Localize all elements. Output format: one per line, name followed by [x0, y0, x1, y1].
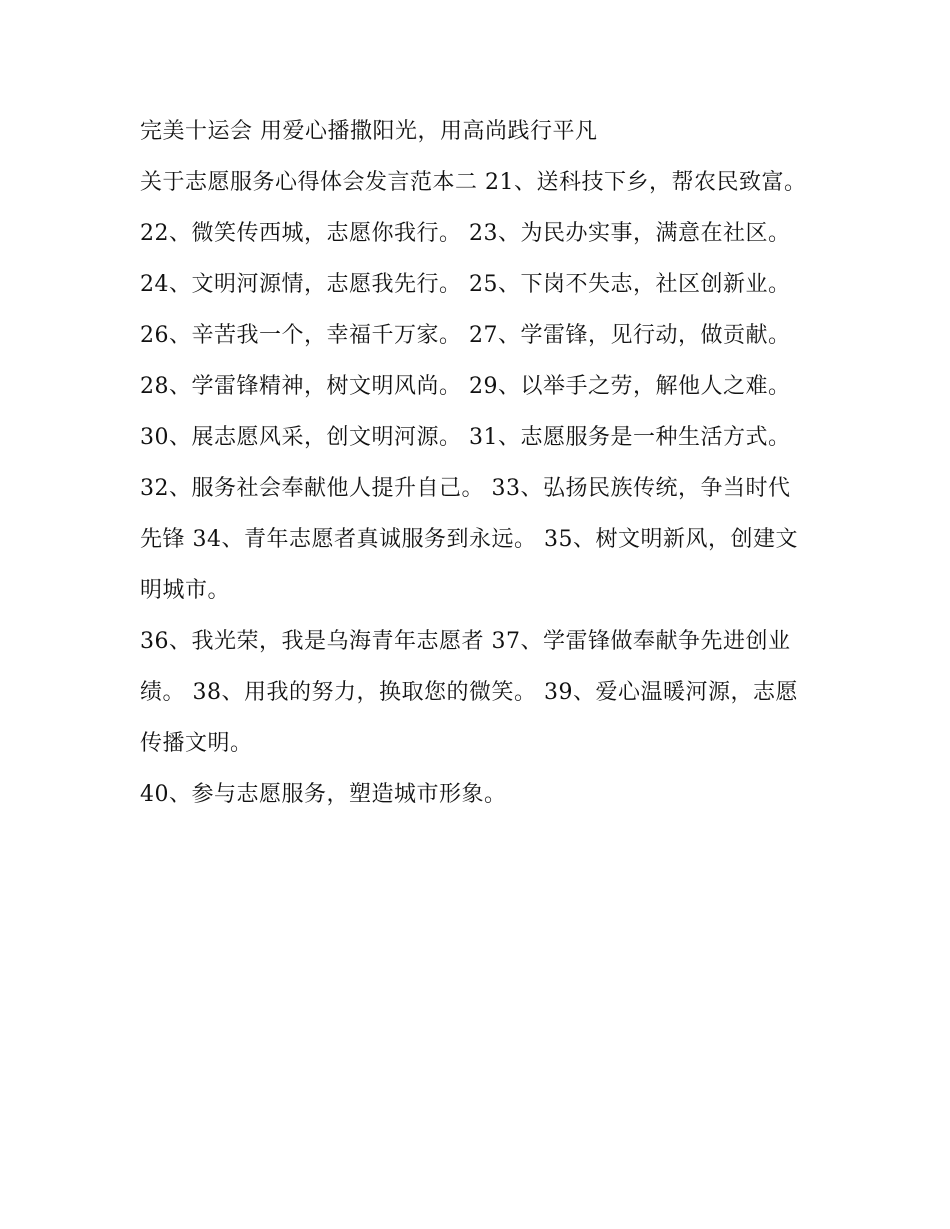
paragraph-2: 关于志愿服务心得体会发言范本二 21、送科技下乡，帮农民致富。 22、微笑传西城，志愿你我行。 23、为民办实事，满意在社区。: [140, 170, 807, 246]
paragraph-1: 完美十运会 用爱心播撒阳光，用高尚践行平凡: [140, 119, 598, 144]
paragraph-7: 40、参与志愿服务，塑造城市形象。: [140, 782, 507, 807]
document-body: [140, 106, 810, 820]
paragraph-6: 36、我光荣，我是乌海青年志愿者 37、学雷锋做奉献争先进创业绩。 38、用我的努力，换取您的微笑。 39、爱心温暖河源，志愿传播文明。: [140, 629, 798, 756]
paragraph-4: 28、学雷锋精神，树文明风尚。 29、以举手之劳，解他人之难。 30、展志愿风采，创文明河源。 31、志愿服务是一种生活方式。: [140, 374, 791, 450]
paragraph-5: 32、服务社会奉献他人提升自己。 33、弘扬民族传统，争当时代先锋 34、青年志愿者真诚服务到永远。 35、树文明新风，创建文明城市。: [140, 476, 798, 603]
paragraph-3: 24、文明河源情，志愿我先行。 25、下岗不失志，社区创新业。 26、辛苦我一个，幸福千万家。 27、学雷锋，见行动，做贡献。: [140, 272, 791, 348]
